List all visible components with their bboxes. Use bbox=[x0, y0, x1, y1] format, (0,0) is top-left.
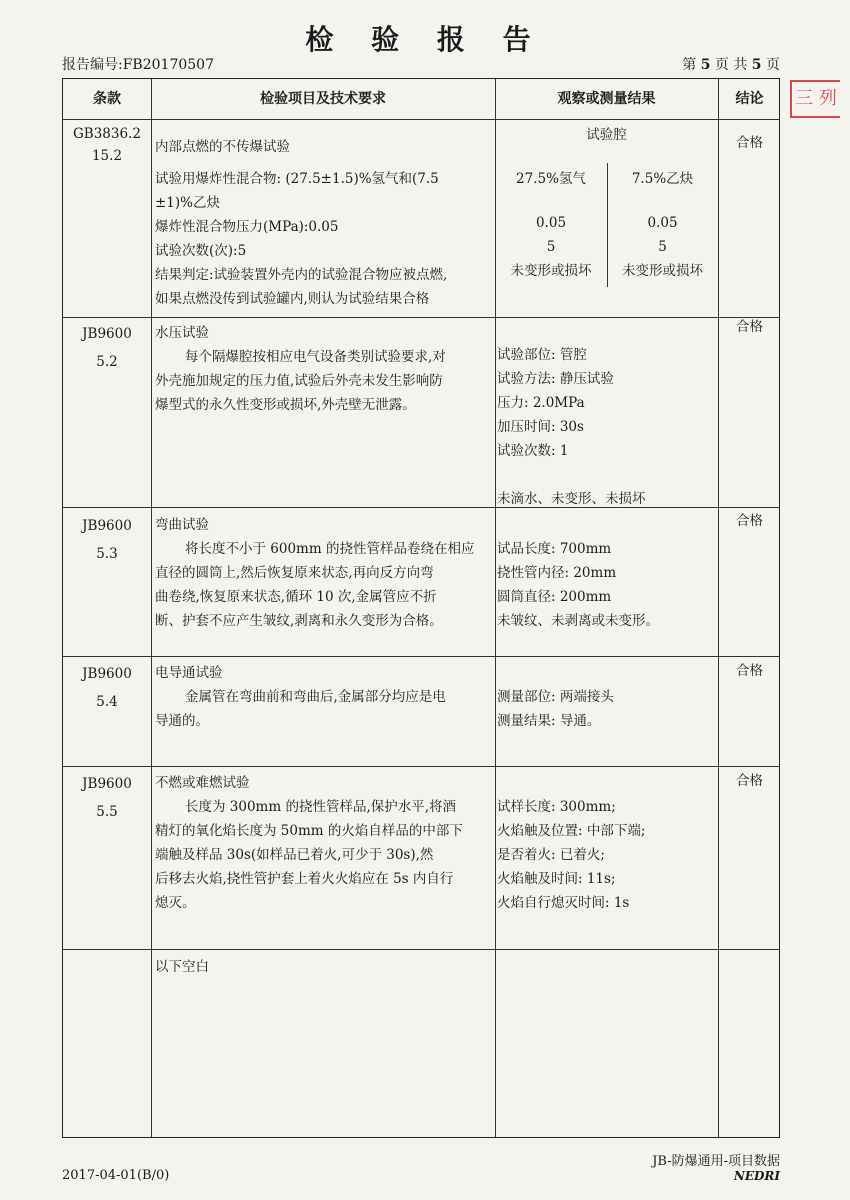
conclusion-cell: 合格 bbox=[736, 135, 763, 151]
row-divider bbox=[63, 949, 779, 950]
footer-date: 2017-04-01(B/0) bbox=[62, 1168, 170, 1183]
header-result: 观察或测量结果 bbox=[557, 91, 656, 107]
footer-info: JB-防爆通用-项目数据 NEDRI bbox=[652, 1154, 780, 1183]
result-cell: 试验部位: 管腔 试验方法: 静压试验 压力: 2.0MPa 加压时间: 30s 试验次数: 1 未滴水、未变形、未损坏 bbox=[497, 347, 646, 507]
clause-cell: JB9600 5.5 bbox=[82, 776, 132, 820]
result-subheader: 试验腔 bbox=[586, 127, 627, 143]
result-cell: 测量部位: 两端接头 测量结果: 导通。 bbox=[497, 689, 614, 729]
col-divider bbox=[151, 79, 152, 1137]
clause-cell: JB9600 5.2 bbox=[82, 326, 132, 370]
report-title: 检 验 报 告 bbox=[305, 23, 545, 56]
clause-cell: JB9600 5.4 bbox=[82, 666, 132, 710]
row-divider bbox=[63, 119, 779, 120]
red-stamp: 三 列 bbox=[790, 80, 840, 118]
item-cell: 内部点燃的不传爆试验 试验用爆炸性混合物: (27.5±1.5)%氢气和(7.5 ±1)%乙炔 爆炸性混合物压力(MPa):0.05 试验次数(次):5 结果判定:试验装置外壳内的试验混合物应被点燃, 如果点燃没传到试验罐内,则认为试验结果合格 bbox=[155, 135, 495, 311]
item-title: 水压试验 bbox=[155, 325, 209, 341]
conclusion-cell: 合格 bbox=[736, 773, 763, 789]
item-cell: 水压试验 每个隔爆腔按相应电气设备类别试验要求,对 外壳施加规定的压力值,试验后外壳未发生影响防 爆型式的永久性变形或损坏,外壳壁无泄露。 bbox=[155, 321, 495, 417]
clause-cell: JB9600 5.3 bbox=[82, 518, 132, 562]
item-cell: 电导通试验 金属管在弯曲前和弯曲后,金属部分均应是电 导通的。 bbox=[155, 661, 495, 733]
row-divider bbox=[63, 766, 779, 767]
nedri-logo: NEDRI bbox=[733, 1169, 780, 1183]
row-divider bbox=[63, 317, 779, 318]
item-title: 电导通试验 bbox=[155, 665, 223, 681]
col-divider bbox=[718, 79, 719, 1137]
result-col-acetylene: 7.5%乙炔 0.05 5 未变形或损坏 bbox=[622, 171, 703, 279]
page-indicator: 第 5 页 共 5 页 bbox=[682, 57, 780, 73]
report-number: 报告编号:FB20170507 bbox=[62, 57, 214, 73]
item-title: 内部点燃的不传爆试验 bbox=[155, 139, 290, 155]
clause-cell: GB3836.2 15.2 bbox=[73, 126, 141, 164]
result-cell: 试品长度: 700mm 挠性管内径: 20mm 圆筒直径: 200mm 未皱纹、未剥离或未变形。 bbox=[497, 541, 659, 629]
item-cell: 不燃或难燃试验 长度为 300mm 的挠性管样品,保护水平,将酒 精灯的氧化焰长度为 50mm 的火焰自样品的中部下 端触及样品 30s(如样品已着火,可少于 30s),然 后移去火焰,挠性管护套上着火火焰应在 5s 内自行 熄灭。 bbox=[155, 771, 495, 915]
inspection-table bbox=[62, 78, 780, 1138]
header-item: 检验项目及技术要求 bbox=[260, 91, 386, 107]
conclusion-cell: 合格 bbox=[736, 319, 763, 335]
conclusion-cell: 合格 bbox=[736, 663, 763, 679]
blank-note: 以下空白 bbox=[155, 959, 209, 975]
row-divider bbox=[63, 656, 779, 657]
item-title: 弯曲试验 bbox=[155, 517, 209, 533]
conclusion-cell: 合格 bbox=[736, 513, 763, 529]
result-cell: 试样长度: 300mm; 火焰触及位置: 中部下端; 是否着火: 已着火; 火焰触及时间: 11s; 火焰自行熄灭时间: 1s bbox=[497, 799, 646, 911]
item-cell: 弯曲试验 将长度不小于 600mm 的挠性管样品卷绕在相应 直径的圆筒上,然后恢复原来状态,再向反方向弯 曲卷绕,恢复原来状态,循环 10 次,金属管应不折 断、护套不应产生皱纹,剥离和永久变形为合格。 bbox=[155, 513, 495, 633]
header-conclusion: 结论 bbox=[735, 91, 764, 107]
header-clause: 条款 bbox=[93, 91, 121, 107]
item-title: 不燃或难燃试验 bbox=[155, 775, 250, 791]
result-col-hydrogen: 27.5%氢气 0.05 5 未变形或损坏 bbox=[510, 171, 592, 279]
